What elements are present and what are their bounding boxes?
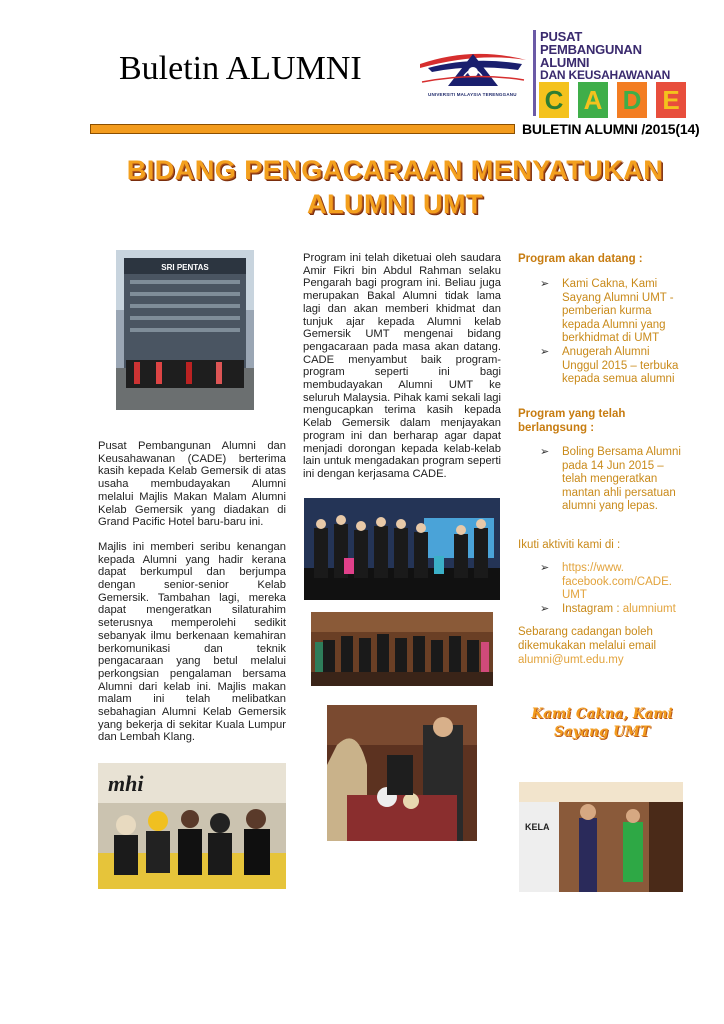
list-item	[518, 346, 688, 387]
upcoming-item-text: Anugerah Alumni Unggul 2015 – terbuka kepada semua alumni	[562, 345, 679, 386]
photo-sri-pentas-group	[116, 250, 254, 410]
sidebar-past	[518, 407, 688, 514]
middle-paragraph: Program ini telah diketuai oleh saudara Amir Fikri bin Abdul Rahman selaku Pengarah bagi program ini. Beliau juga merupakan Bakal Alumni tidak lama lagi dan akan memberi khidmat dan tunjuk ajar kepada Alumni kelab Gemersik UMT mengenai bidang pengacaraan pada masa akan datang. CADE menyambut baik program-program seperti ini bagi membudayakan Alumni UMT ke seluruh Malaysia. Pihak kami sekali lagi mengucapkan terima kasih kepada Kelab Gemersik dalam menjayakan program ini dan berharap agar dapat menjadi dorongan kepada kelab-kelab lain untuk mengadakan program seperti ini dengan kerjasama CADE.	[303, 252, 501, 480]
left-column-text	[98, 440, 286, 756]
cade-letter-a: A	[578, 82, 608, 118]
sidebar-follow	[518, 538, 688, 616]
masthead-title: Buletin ALUMNI	[119, 50, 362, 87]
photo-group-studio	[304, 498, 500, 600]
header-divider-bar	[90, 124, 515, 134]
cade-logo-line: PUSAT	[540, 29, 583, 44]
past-list	[518, 446, 688, 514]
middle-column-text	[303, 252, 501, 493]
past-item-text: Boling Bersama Alumni pada 14 Jun 2015 – telah mengeratkan mantan ahli persatuan alumni yang lepas.	[562, 446, 681, 513]
upcoming-item-text: Kami Cakna, Kami Sayang Alumni UMT - pemberian kurma kepada Alumni yang berkhidmat di UMT	[562, 278, 674, 345]
sidebar-suggestion	[518, 625, 688, 667]
photo-mhi-studio	[98, 763, 286, 889]
sidebar-upcoming	[518, 252, 688, 387]
cade-letter-d: D	[617, 82, 647, 118]
upcoming-list	[518, 278, 688, 387]
follow-heading: Ikuti aktiviti kami di :	[518, 539, 621, 551]
headline-line-1: BIDANG PENGACARAAN MENYATUKAN	[126, 155, 664, 185]
past-heading: Program yang telah berlangsung :	[518, 408, 626, 434]
list-item	[518, 278, 688, 346]
left-paragraph-2: Majlis ini memberi seribu kenangan kepada Alumni yang hadir kerana dapat berkumpul dan berjumpa dengan senior-senior Kelab Gemersik. Tambahan lagi, mereka dapat mengeratkan silaturahim seterusnya memperolehi sedikit sebanyak ilmu berkenaan kemahiran berkomunikasi dan teknik pengacaraan yang betul melalui perkongsian pengalaman bersama Alumni dari kelab ini. Majlis makan malam ini telah melibatkan sebahagian Alumni Kelab Gemersik yang bekerja di sekitar Kuala Lumpur dan Lembah Klang.	[98, 540, 286, 744]
photo-dinner-group	[311, 612, 493, 686]
left-paragraph-1: Pusat Pembangunan Alumni dan Keusahawanan (CADE) berterima kasih kepada Kelab Gemersik di atas usaha membudayakan Alumni melalui Majlis Makan Malam Alumni Kelab Gemersik yang diadakan di Grand Pacific Hotel baru-baru ini.	[98, 440, 286, 529]
arrow-bullet-icon: ➢	[540, 345, 550, 358]
photo-speaker-presentation	[519, 782, 683, 892]
slogan-line-1: Kami Cakna, Kami	[531, 706, 673, 722]
sri-pentas-sign: SRI PENTAS	[161, 263, 209, 272]
suggestion-text: Sebarang cadangan boleh dikemukakan melalui email	[518, 626, 657, 652]
svg-text:KELA: KELA	[525, 822, 550, 832]
list-item	[518, 446, 688, 514]
headline-line-2: ALUMNI UMT	[307, 189, 483, 219]
cade-letter-e: E	[656, 82, 686, 118]
arrow-bullet-icon: ➢	[540, 562, 550, 574]
cade-logo	[533, 28, 697, 118]
slogan-line-2: Sayang UMT	[554, 724, 650, 740]
email-link[interactable]: alumni@umt.edu.my	[518, 654, 624, 666]
slogan	[518, 705, 686, 741]
instagram-label: Instagram :	[562, 602, 623, 615]
arrow-bullet-icon: ➢	[540, 278, 550, 290]
facebook-link[interactable]: https://www. facebook.com/CADE. UMT	[562, 562, 672, 602]
bulletin-issue-id: BULETIN ALUMNI /2015(14)	[522, 121, 700, 137]
instagram-handle-link[interactable]: alumniumt	[622, 602, 676, 615]
umt-logo-caption: UNIVERSITI MALAYSIA TERENGGANU	[428, 92, 517, 97]
umt-logo	[418, 42, 528, 102]
follow-list	[518, 562, 688, 616]
cade-logo-line: DAN KEUSAHAWANAN	[540, 68, 671, 82]
photo-buffet	[327, 705, 477, 841]
cade-logo-line: ALUMNI	[540, 55, 590, 70]
list-item	[518, 603, 688, 617]
cade-logo-bar	[533, 30, 536, 116]
arrow-bullet-icon: ➢	[540, 446, 550, 458]
upcoming-heading: Program akan datang :	[518, 253, 643, 265]
arrow-bullet-icon: ➢	[540, 602, 550, 615]
cade-letter-c: C	[539, 82, 569, 118]
list-item	[518, 562, 688, 603]
article-headline	[120, 153, 670, 221]
umt-emblem-icon	[418, 42, 528, 92]
mhi-sign: mhi	[108, 771, 144, 796]
cade-logo-line: PEMBANGUNAN	[540, 42, 642, 57]
